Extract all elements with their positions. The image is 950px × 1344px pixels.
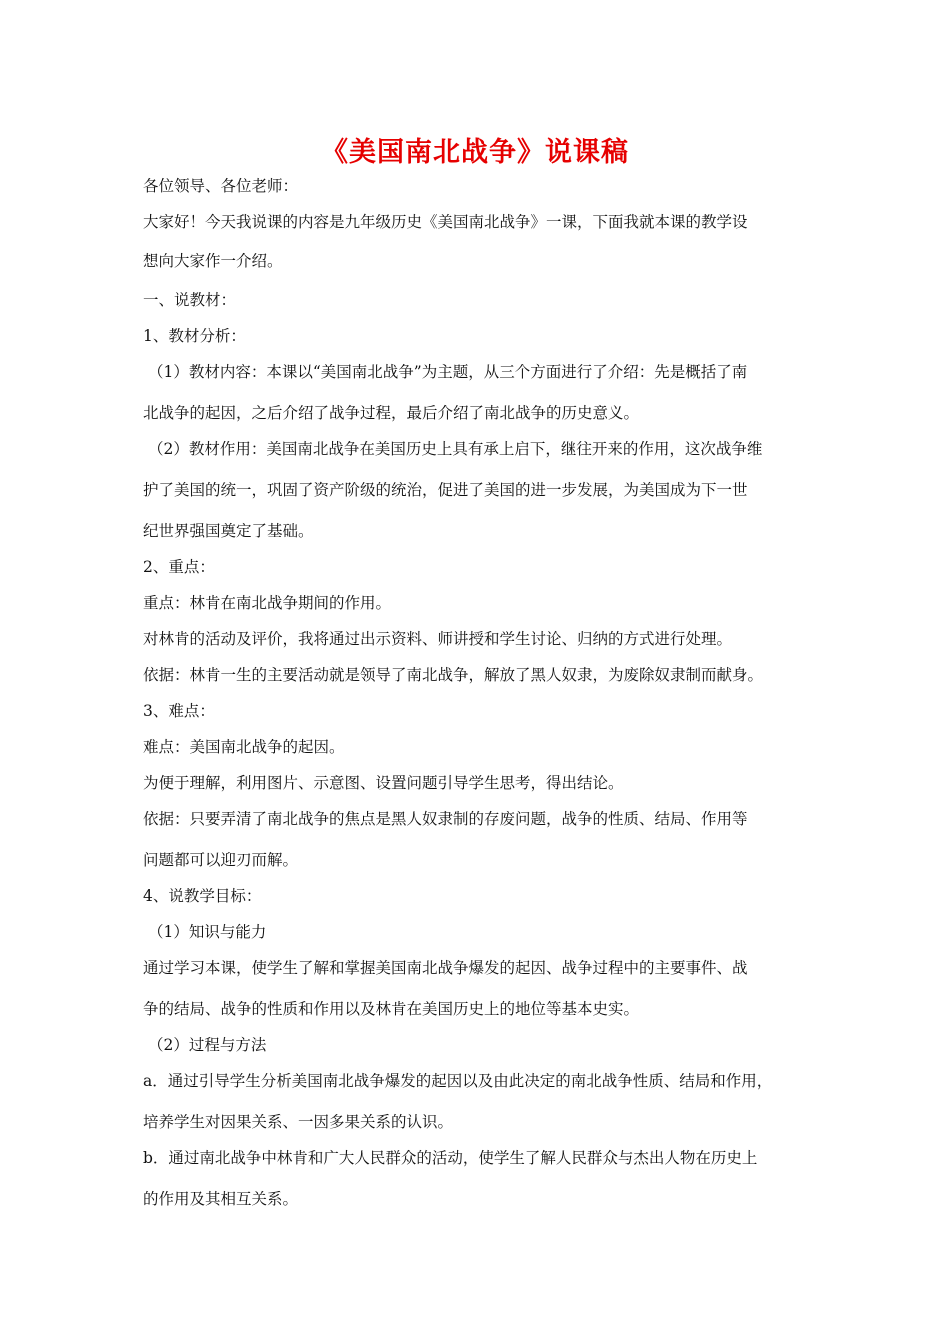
document-title: 《美国南北战争》说课稿	[321, 137, 629, 168]
text-line: 依据：只要弄清了南北战争的焦点是黑人奴隶制的存废问题，战争的性质、结局、作用等	[143, 810, 748, 828]
text-line: 各位领导、各位老师：	[143, 177, 299, 195]
text-line: 想向大家作一介绍。	[143, 252, 283, 270]
text-line: 纪世界强国奠定了基础。	[143, 522, 314, 540]
text-line: 4、说教学目标：	[143, 887, 262, 905]
text-line: （2）过程与方法	[148, 1036, 267, 1054]
text-line: 一、说教材：	[143, 291, 237, 309]
text-line: 对林肯的活动及评价，我将通过出示资料、师讲授和学生讨论、归纳的方式进行处理。	[143, 630, 733, 648]
text-line: 争的结局、战争的性质和作用以及林肯在美国历史上的地位等基本史实。	[143, 1000, 640, 1018]
text-line: a．通过引导学生分析美国南北战争爆发的起因以及由此决定的南北战争性质、结局和作用，	[143, 1072, 773, 1090]
text-line: 通过学习本课，使学生了解和掌握美国南北战争爆发的起因、战争过程中的主要事件、战	[143, 959, 748, 977]
text-line: 北战争的起因，之后介绍了战争过程，最后介绍了南北战争的历史意义。	[143, 404, 640, 422]
text-line: 护了美国的统一，巩固了资产阶级的统治，促进了美国的进一步发展，为美国成为下一世	[143, 481, 748, 499]
text-line: 重点：林肯在南北战争期间的作用。	[143, 594, 392, 612]
text-line: 问题都可以迎刃而解。	[143, 851, 299, 869]
text-line: 2、重点：	[143, 558, 215, 576]
text-line: （1）知识与能力	[148, 923, 267, 941]
text-line: b．通过南北战争中林肯和广大人民群众的活动，使学生了解人民群众与杰出人物在历史上	[143, 1149, 758, 1167]
text-line: 3、难点：	[143, 702, 215, 720]
text-line: （2）教材作用：美国南北战争在美国历史上具有承上启下，继往开来的作用，这次战争维	[148, 440, 763, 458]
text-line: 大家好！今天我说课的内容是九年级历史《美国南北战争》一课，下面我就本课的教学设	[143, 213, 748, 231]
text-line: 培养学生对因果关系、一因多果关系的认识。	[143, 1113, 454, 1131]
text-line: 1、教材分析：	[143, 327, 246, 345]
text-line: 的作用及其相互关系。	[143, 1190, 299, 1208]
text-line: 为便于理解，利用图片、示意图、设置问题引导学生思考，得出结论。	[143, 774, 624, 792]
text-line: 依据：林肯一生的主要活动就是领导了南北战争，解放了黑人奴隶，为废除奴隶制而献身。	[143, 666, 764, 684]
text-line: 难点：美国南北战争的起因。	[143, 738, 345, 756]
text-line: （1）教材内容：本课以“美国南北战争”为主题，从三个方面进行了介绍：先是概括了南	[148, 363, 748, 381]
